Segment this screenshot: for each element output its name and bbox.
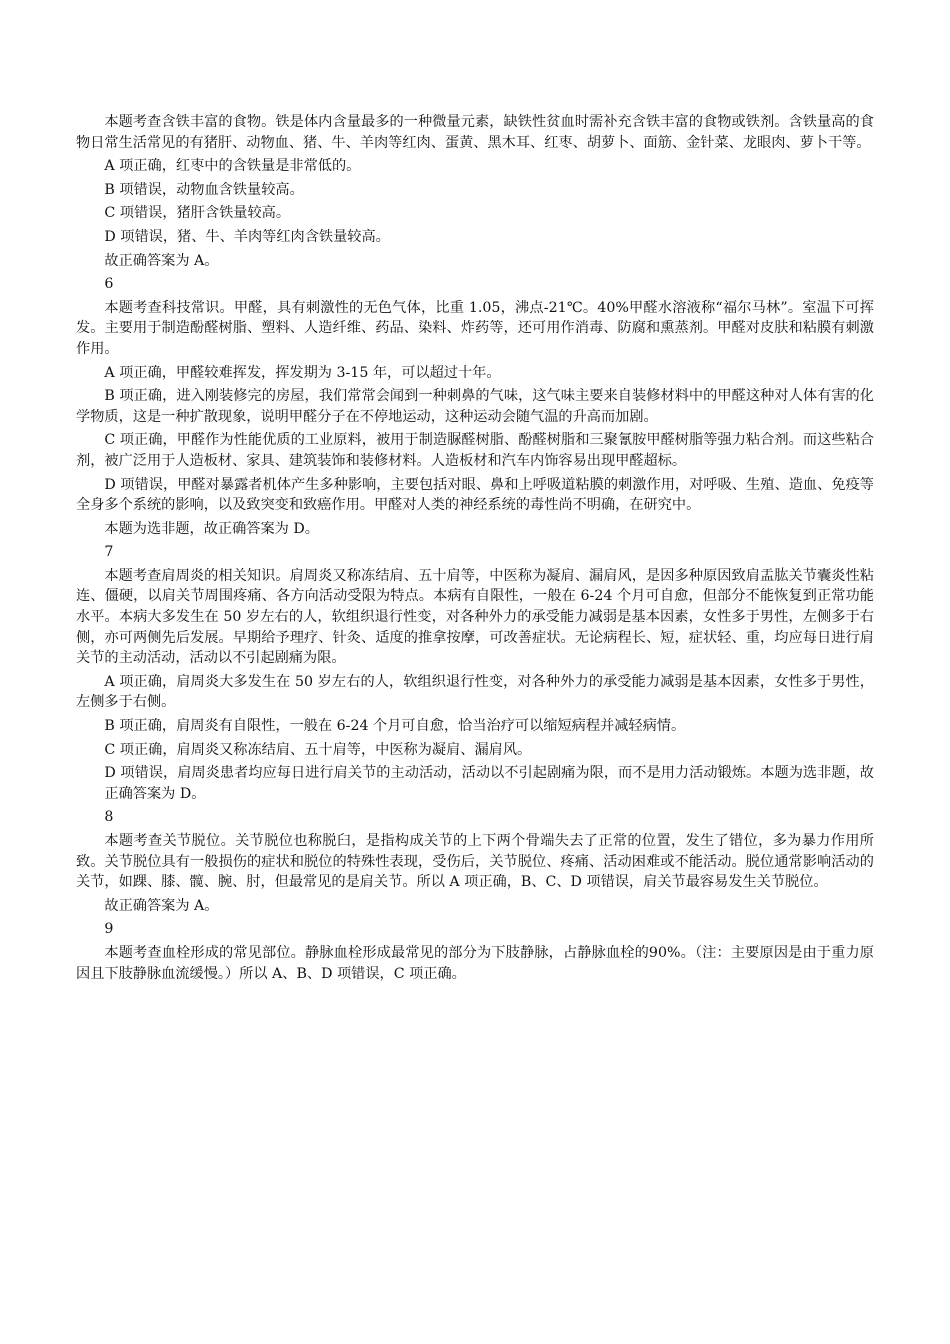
paragraph: 本题考查科技常识。甲醛，具有刺激性的无色气体，比重 1.05，沸点-21℃。40%甲醛水溶液称“福尔马林”。室温下可挥发。主要用于制造酚醛树脂、塑料、人造纤维、药品、染料、炸药等，还可用作消毒、防腐和熏蒸剂。甲醛对皮肤和粘膜有刺激作用。 (76, 299, 874, 357)
answer-line: 故正确答案为 A。 (104, 252, 219, 269)
question-number: 8 (104, 809, 114, 826)
option-line: B 项正确，肩周炎有自限性，一般在 6-24 个月可自愈，恰当治疗可以缩短病程并减轻病情。 (104, 718, 686, 735)
option-line: C 项正确，肩周炎又称冻结肩、五十肩等，中医称为凝肩、漏肩风。 (104, 741, 532, 758)
paragraph: D 项错误，甲醛对暴露者机体产生多种影响，主要包括对眼、鼻和上呼吸道粘膜的刺激作用，对呼吸、生殖、造血、免疫等全身多个系统的影响，以及致突变和致癌作用。甲醛对人类的神经系统的毒性尚不明确，在研究中。 (76, 476, 874, 514)
paragraph: A 项正确，肩周炎大多发生在 50 岁左右的人，软组织退行性变，对各种外力的承受能力减弱是基本因素，女性多于男性，左侧多于右侧。 (76, 673, 874, 711)
answer-line: 故正确答案为 A。 (104, 897, 219, 914)
paragraph: 本题考查含铁丰富的食物。铁是体内含量最多的一种微量元素，缺铁性贫血时需补充含铁丰富的食物或铁剂。含铁量高的食物日常生活常见的有猪肝、动物血、猪、牛、羊肉等红肉、蛋黄、黑木耳、红枣、胡萝卜、面筋、金针菜、龙眼肉、萝卜干等。 (76, 114, 874, 151)
question-number: 6 (104, 276, 114, 293)
answer-line: 本题为选非题，故正确答案为 D。 (104, 520, 319, 537)
option-line: D 项错误，肩周炎患者均应每日进行肩关节的主动活动，活动以不引起剧痛为限，而不是用力活动锻炼。本题为选非题，故正确答案为 D。 (104, 765, 874, 802)
question-number: 7 (104, 544, 114, 561)
option-line: D 项错误，猪、牛、羊肉等红肉含铁量较高。 (104, 228, 390, 245)
paragraph: 本题考查血栓形成的常见部位。静脉血栓形成最常见的部分为下肢静脉，占静脉血栓的90%。（注：主要原因是由于重力原因且下肢静脉血流缓慢。）所以 A、B、D 项错误，C 项正确。 (76, 944, 874, 982)
option-line: B 项错误，动物血含铁量较高。 (104, 181, 304, 198)
document-page (76, 112, 874, 987)
paragraph: B 项正确，进入刚装修完的房屋，我们常常会闻到一种刺鼻的气味，这气味主要来自装修材料中的甲醛这种对人体有害的化学物质，这是一种扩散现象，说明甲醛分子在不停地运动，这种运动会随气温的升高而加剧。 (76, 388, 874, 425)
question-number: 9 (104, 921, 114, 938)
paragraph: C 项正确，甲醛作为性能优质的工业原料，被用于制造脲醛树脂、酚醛树脂和三聚氰胺甲醛树脂等强力粘合剂。而这些粘合剂，被广泛用于人造板材、家具、建筑装饰和装修材料。人造板材和汽车内饰容易出现甲醛超标。 (76, 432, 874, 469)
option-line: A 项正确，甲醛较难挥发，挥发期为 3-15 年，可以超过十年。 (104, 364, 501, 381)
option-line: A 项正确，红枣中的含铁量是非常低的。 (104, 158, 361, 175)
option-line: C 项错误，猪肝含铁量较高。 (104, 205, 291, 222)
paragraph: 本题考查肩周炎的相关知识。肩周炎又称冻结肩、五十肩等，中医称为凝肩、漏肩风，是因多种原因致肩盂肱关节囊炎性粘连、僵硬，以肩关节周围疼痛、各方向活动受限为特点。本病有自限性，一般在 6-24 个月可自愈，但部分不能恢复到正常功能水平。本病大多发生在 50 岁左右的人，软组织退行性变，对各种外力的承受能力减弱是基本因素，女性多于男性，左侧多于右侧，亦可两侧先后发展。早期给予理疗、针灸、适度的推拿按摩，可改善症状。无论病程长、短，症状轻、重，均应每日进行肩关节的主动活动，活动以不引起剧痛为限。 (76, 567, 874, 667)
paragraph: 本题考查关节脱位。关节脱位也称脱臼，是指构成关节的上下两个骨端失去了正常的位置，发生了错位，多为暴力作用所致。关节脱位具有一般损伤的症状和脱位的特殊性表现，受伤后，关节脱位、疼痛、活动困难或不能活动。脱位通常影响活动的关节，如踝、膝、髋、腕、肘，但最常见的是肩关节。所以 A 项正确，B、C、D 项错误，肩关节最容易发生关节脱位。 (76, 833, 874, 891)
